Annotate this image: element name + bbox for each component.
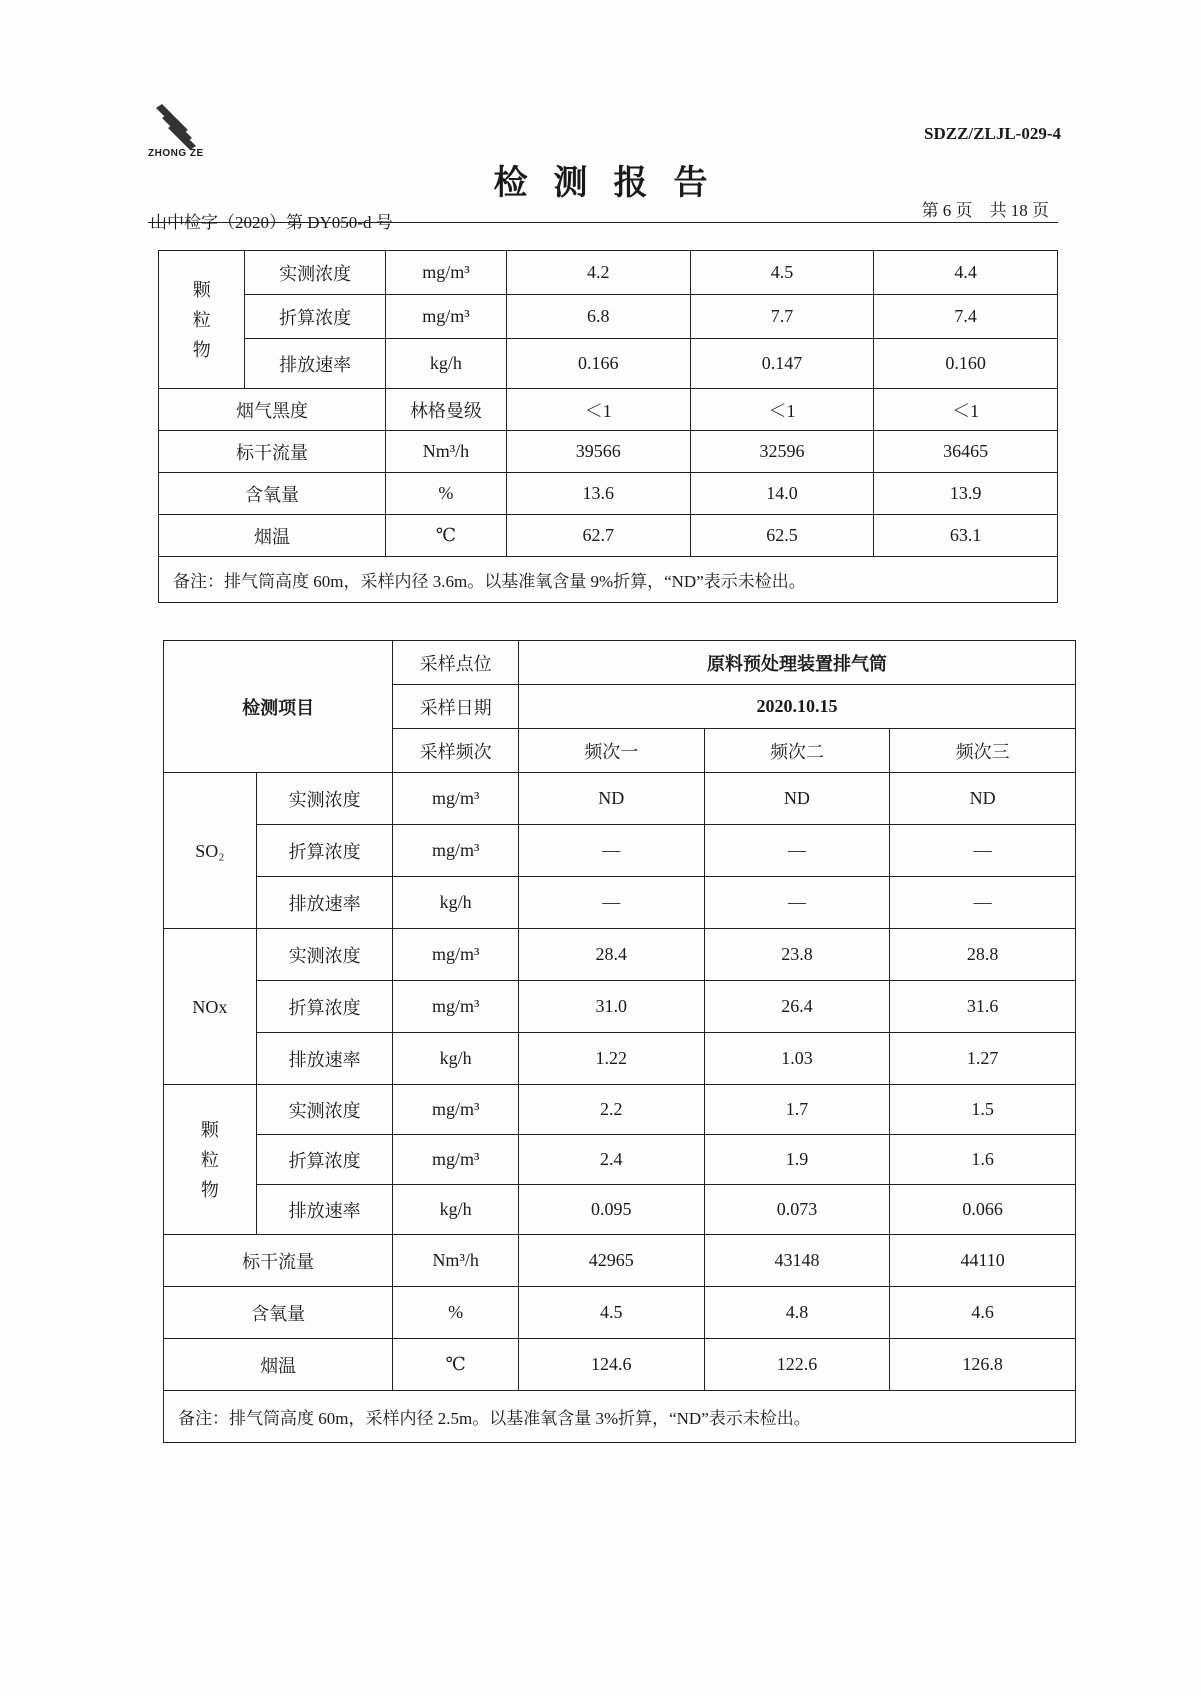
pollutant-group-so2: SO₂ [164, 773, 257, 929]
item-cell: 实测浓度 [256, 929, 393, 981]
table-row [164, 1085, 1076, 1135]
table-row [159, 389, 1058, 431]
sampling-frequency-label: 采样频次 [393, 729, 519, 773]
value-cell: 0.066 [890, 1185, 1076, 1235]
value-cell: 4.8 [704, 1287, 890, 1339]
value-cell: 63.1 [874, 515, 1058, 557]
value-cell: 126.8 [890, 1339, 1076, 1391]
table-row [164, 1339, 1076, 1391]
unit-cell: kg/h [393, 1185, 519, 1235]
item-cell: 标干流量 [164, 1235, 393, 1287]
table-row [164, 929, 1076, 981]
value-cell: 62.7 [506, 515, 690, 557]
value-cell: 36465 [874, 431, 1058, 473]
item-cell: 折算浓度 [256, 825, 393, 877]
item-cell: 实测浓度 [256, 773, 393, 825]
unit-cell: ℃ [385, 515, 506, 557]
unit-cell: mg/m³ [393, 825, 519, 877]
value-cell: 1.22 [518, 1033, 704, 1085]
frequency-2: 频次二 [704, 729, 890, 773]
value-cell: — [890, 877, 1076, 929]
item-header: 检测项目 [164, 641, 393, 773]
unit-cell: mg/m³ [385, 251, 506, 295]
value-cell: 7.7 [690, 295, 874, 339]
value-cell: ND [704, 773, 890, 825]
value-cell: 14.0 [690, 473, 874, 515]
value-cell: ＜1 [874, 389, 1058, 431]
table-row [164, 981, 1076, 1033]
sampling-date-label: 采样日期 [393, 685, 519, 729]
value-cell: 0.095 [518, 1185, 704, 1235]
table2-note: 备注：排气筒高度 60m，采样内径 2.5m。以基准氧含量 3%折算，“ND”表示未检出。 [164, 1391, 1076, 1443]
header-divider [148, 222, 1058, 223]
document-code: SDZZ/ZLJL-029-4 [924, 124, 1061, 143]
unit-cell: % [393, 1287, 519, 1339]
item-cell: 排放速率 [245, 339, 385, 389]
value-cell: 32596 [690, 431, 874, 473]
pollutant-group-nox: NOx [164, 929, 257, 1085]
logo-text: ZHONG ZE [148, 148, 204, 159]
unit-cell: % [385, 473, 506, 515]
item-cell: 烟温 [164, 1339, 393, 1391]
value-cell: 4.2 [506, 251, 690, 295]
item-cell: 实测浓度 [245, 251, 385, 295]
value-cell: 4.6 [890, 1287, 1076, 1339]
table-row [159, 295, 1058, 339]
value-cell: 1.5 [890, 1085, 1076, 1135]
value-cell: 62.5 [690, 515, 874, 557]
value-cell: 39566 [506, 431, 690, 473]
table-row [164, 773, 1076, 825]
value-cell: 0.073 [704, 1185, 890, 1235]
value-cell: 1.7 [704, 1085, 890, 1135]
unit-cell: mg/m³ [393, 1085, 519, 1135]
table-row [164, 825, 1076, 877]
value-cell: 1.03 [704, 1033, 890, 1085]
value-cell: 124.6 [518, 1339, 704, 1391]
value-cell: 13.9 [874, 473, 1058, 515]
value-cell: — [518, 825, 704, 877]
value-cell: 4.4 [874, 251, 1058, 295]
item-cell: 排放速率 [256, 877, 393, 929]
unit-cell: Nm³/h [385, 431, 506, 473]
value-cell: 0.160 [874, 339, 1058, 389]
value-cell: 122.6 [704, 1339, 890, 1391]
table-row [164, 1235, 1076, 1287]
unit-cell: 林格曼级 [385, 389, 506, 431]
table-row [159, 515, 1058, 557]
item-cell: 标干流量 [159, 431, 386, 473]
item-cell: 折算浓度 [245, 295, 385, 339]
pollutant-group-particulate: 颗 粒 物 [164, 1085, 257, 1235]
value-cell: 31.0 [518, 981, 704, 1033]
value-cell: 23.8 [704, 929, 890, 981]
item-cell: 烟温 [159, 515, 386, 557]
table1-note: 备注：排气筒高度 60m，采样内径 3.6m。以基准氧含量 9%折算，“ND”表示未检出。 [159, 557, 1058, 603]
value-cell: 7.4 [874, 295, 1058, 339]
value-cell: 28.8 [890, 929, 1076, 981]
sampling-date-value: 2020.10.15 [518, 685, 1075, 729]
value-cell: 0.166 [506, 339, 690, 389]
value-cell: 31.6 [890, 981, 1076, 1033]
value-cell: 2.4 [518, 1135, 704, 1185]
table-row [164, 1287, 1076, 1339]
value-cell: 28.4 [518, 929, 704, 981]
table-row [164, 1033, 1076, 1085]
value-cell: 44110 [890, 1235, 1076, 1287]
frequency-3: 频次三 [890, 729, 1076, 773]
table-row [164, 1185, 1076, 1235]
value-cell: ＜1 [690, 389, 874, 431]
value-cell: 1.6 [890, 1135, 1076, 1185]
page-info: 第 6 页 共 18 页 [921, 201, 1049, 220]
unit-cell: mg/m³ [393, 1135, 519, 1185]
value-cell: 1.27 [890, 1033, 1076, 1085]
unit-cell: mg/m³ [385, 295, 506, 339]
unit-cell: Nm³/h [393, 1235, 519, 1287]
table-row [164, 1135, 1076, 1185]
table-row [159, 431, 1058, 473]
value-cell: ND [518, 773, 704, 825]
value-cell: 42965 [518, 1235, 704, 1287]
value-cell: 4.5 [690, 251, 874, 295]
value-cell: — [890, 825, 1076, 877]
value-cell: 13.6 [506, 473, 690, 515]
results-table [163, 640, 1076, 1443]
item-cell: 排放速率 [256, 1185, 393, 1235]
table-row [159, 473, 1058, 515]
value-cell: 0.147 [690, 339, 874, 389]
value-cell: — [704, 825, 890, 877]
item-cell: 实测浓度 [256, 1085, 393, 1135]
item-cell: 含氧量 [159, 473, 386, 515]
value-cell: 1.9 [704, 1135, 890, 1185]
value-cell: — [704, 877, 890, 929]
value-cell: 6.8 [506, 295, 690, 339]
unit-cell: kg/h [385, 339, 506, 389]
value-cell: ND [890, 773, 1076, 825]
item-cell: 折算浓度 [256, 981, 393, 1033]
table-row [159, 339, 1058, 389]
results-table-continued [158, 250, 1058, 603]
value-cell: 43148 [704, 1235, 890, 1287]
value-cell: 2.2 [518, 1085, 704, 1135]
unit-cell: kg/h [393, 1033, 519, 1085]
item-cell: 含氧量 [164, 1287, 393, 1339]
value-cell: 26.4 [704, 981, 890, 1033]
item-cell: 排放速率 [256, 1033, 393, 1085]
value-cell: 4.5 [518, 1287, 704, 1339]
unit-cell: ℃ [393, 1339, 519, 1391]
sampling-point-value: 原料预处理装置排气筒 [518, 641, 1075, 685]
unit-cell: mg/m³ [393, 773, 519, 825]
pollutant-group-particulate: 颗 粒 物 [159, 251, 245, 389]
table-row [159, 251, 1058, 295]
sampling-point-label: 采样点位 [393, 641, 519, 685]
unit-cell: kg/h [393, 877, 519, 929]
unit-cell: mg/m³ [393, 929, 519, 981]
table-row [164, 877, 1076, 929]
item-cell: 折算浓度 [256, 1135, 393, 1185]
item-cell: 烟气黑度 [159, 389, 386, 431]
value-cell: ＜1 [506, 389, 690, 431]
report-title: 检测报告 [493, 165, 734, 202]
unit-cell: mg/m³ [393, 981, 519, 1033]
report-number: 山中检字（2020）第 DY050-d 号 [150, 213, 393, 232]
value-cell: — [518, 877, 704, 929]
frequency-1: 频次一 [518, 729, 704, 773]
